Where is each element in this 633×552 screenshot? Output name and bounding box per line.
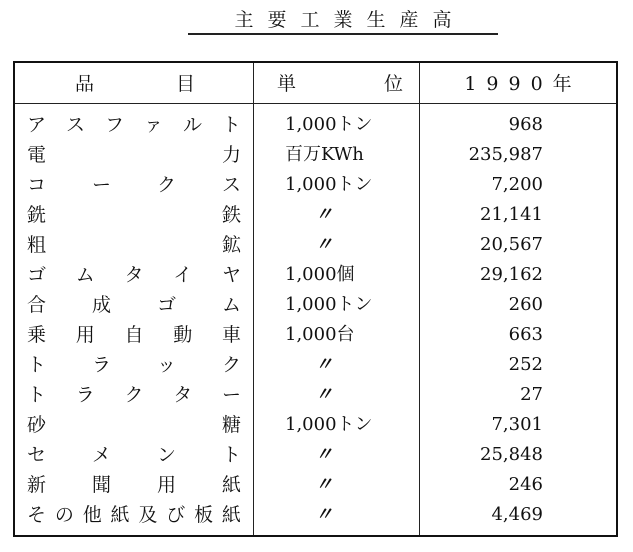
item-name-char: 乗 — [27, 324, 47, 346]
value-cell: 4,469 — [491, 504, 543, 525]
item-name-char: 及 — [138, 504, 158, 526]
item-name-char: ッ — [156, 354, 176, 376]
item-name-char: 紙 — [221, 474, 241, 496]
item-name — [27, 110, 241, 140]
item-name-char: ー — [221, 384, 241, 406]
item-name-char: ル — [182, 114, 202, 136]
item-name-char: タ — [173, 384, 193, 406]
value-cell: 29,162 — [480, 264, 543, 285]
header-unit-right: 位 — [383, 73, 403, 95]
item-name — [27, 230, 241, 260]
item-name-char: セ — [27, 444, 47, 466]
item-name-char: 力 — [221, 144, 241, 166]
page-title: 主要工業生産高 — [234, 9, 466, 31]
header-item-left: 品 — [75, 73, 95, 95]
item-name-char: の — [54, 504, 74, 526]
item-name-char: 紙 — [221, 504, 241, 526]
table-row — [15, 170, 616, 200]
item-name — [27, 200, 241, 230]
unit-cell: 〃 — [315, 444, 333, 465]
item-name-char: コ — [27, 174, 47, 196]
item-name-char: ァ — [143, 114, 163, 136]
title-underline — [188, 33, 498, 35]
item-name-char: 粗 — [27, 234, 47, 256]
item-name-char: 車 — [221, 324, 241, 346]
item-name-char: 新 — [27, 474, 47, 496]
item-name-char: ム — [75, 264, 95, 286]
item-name-char: ト — [221, 114, 241, 136]
value-cell: 21,141 — [480, 204, 543, 225]
item-name-char: 用 — [156, 474, 176, 496]
item-name-char: び — [166, 504, 186, 526]
value-cell: 663 — [508, 324, 543, 345]
value-cell: 27 — [520, 384, 543, 405]
item-name-char: ゴ — [27, 264, 47, 286]
value-cell: 25,848 — [480, 444, 543, 465]
header-unit-left: 単 — [277, 73, 297, 95]
item-name-char: 成 — [91, 294, 111, 316]
item-name — [27, 470, 241, 500]
item-name-char: ラ — [91, 354, 111, 376]
item-name-char: 電 — [27, 144, 47, 166]
item-name-char: そ — [27, 504, 47, 526]
table-row — [15, 500, 616, 530]
table-row — [15, 140, 616, 170]
value-cell: 260 — [508, 294, 543, 315]
item-name-char: タ — [124, 264, 144, 286]
item-name-char: 聞 — [91, 474, 111, 496]
table-row — [15, 320, 616, 350]
item-name-char: ト — [27, 354, 47, 376]
table-row — [15, 350, 616, 380]
item-name-char: 砂 — [27, 414, 47, 436]
item-name — [27, 440, 241, 470]
item-name-char: 鉄 — [221, 204, 241, 226]
header-year: 1990年 — [464, 73, 582, 95]
item-name — [27, 140, 241, 170]
unit-cell: 〃 — [315, 474, 333, 495]
item-name-char: 板 — [194, 504, 214, 526]
item-name-char: 合 — [27, 294, 47, 316]
item-name-char: ヤ — [221, 264, 241, 286]
unit-cell: 〃 — [315, 384, 333, 405]
table-row — [15, 200, 616, 230]
item-name-char: 銑 — [27, 204, 47, 226]
unit-cell: 〃 — [315, 354, 333, 375]
item-name — [27, 290, 241, 320]
item-name-char: ク — [221, 354, 241, 376]
table-row — [15, 410, 616, 440]
item-name-char: ア — [27, 114, 47, 136]
item-name-char: 他 — [82, 504, 102, 526]
header-unit — [255, 65, 419, 103]
item-name-char: 紙 — [110, 504, 130, 526]
item-name-char: ス — [221, 174, 241, 196]
table-row — [15, 110, 616, 140]
table-row — [15, 470, 616, 500]
production-table — [13, 61, 618, 537]
header-item-right: 目 — [175, 73, 195, 95]
unit-cell: 1,000トン — [285, 294, 373, 315]
table-body — [15, 110, 616, 530]
item-name-char: 鉱 — [221, 234, 241, 256]
item-name-char: 動 — [173, 324, 193, 346]
item-name — [27, 260, 241, 290]
table-row — [15, 380, 616, 410]
header-divider — [15, 103, 616, 104]
item-name-char: ム — [221, 294, 241, 316]
unit-cell: 百万KWh — [285, 144, 364, 165]
value-cell: 235,987 — [468, 144, 543, 165]
item-name — [27, 170, 241, 200]
value-cell: 20,567 — [480, 234, 543, 255]
unit-cell: 1,000台 — [285, 324, 355, 345]
item-name — [27, 410, 241, 440]
unit-cell: 〃 — [315, 234, 333, 255]
item-name — [27, 500, 241, 530]
item-name-char: 糖 — [221, 414, 241, 436]
item-name-char: ゴ — [156, 294, 176, 316]
value-cell: 246 — [508, 474, 543, 495]
header-item — [15, 65, 253, 103]
table-row — [15, 230, 616, 260]
table-row — [15, 290, 616, 320]
unit-cell: 1,000トン — [285, 114, 373, 135]
unit-cell: 1,000個 — [285, 264, 355, 285]
item-name-char: イ — [173, 264, 193, 286]
item-name-char: フ — [104, 114, 124, 136]
item-name-char: メ — [91, 444, 111, 466]
table-row — [15, 260, 616, 290]
item-name — [27, 350, 241, 380]
item-name-char: ク — [156, 174, 176, 196]
item-name — [27, 380, 241, 410]
item-name-char: ス — [65, 114, 85, 136]
item-name — [27, 320, 241, 350]
value-cell: 968 — [508, 114, 543, 135]
item-name-char: ー — [91, 174, 111, 196]
item-name-char: ト — [27, 384, 47, 406]
item-name-char: ト — [221, 444, 241, 466]
table-row — [15, 440, 616, 470]
unit-cell: 1,000トン — [285, 414, 373, 435]
item-name-char: ク — [124, 384, 144, 406]
item-name-char: 自 — [124, 324, 144, 346]
unit-cell: 〃 — [315, 204, 333, 225]
value-cell: 252 — [508, 354, 543, 375]
item-name-char: ン — [156, 444, 176, 466]
unit-cell: 1,000トン — [285, 174, 373, 195]
unit-cell: 〃 — [315, 504, 333, 525]
value-cell: 7,301 — [491, 414, 543, 435]
item-name-char: ラ — [75, 384, 95, 406]
item-name-char: 用 — [75, 324, 95, 346]
value-cell: 7,200 — [491, 174, 543, 195]
